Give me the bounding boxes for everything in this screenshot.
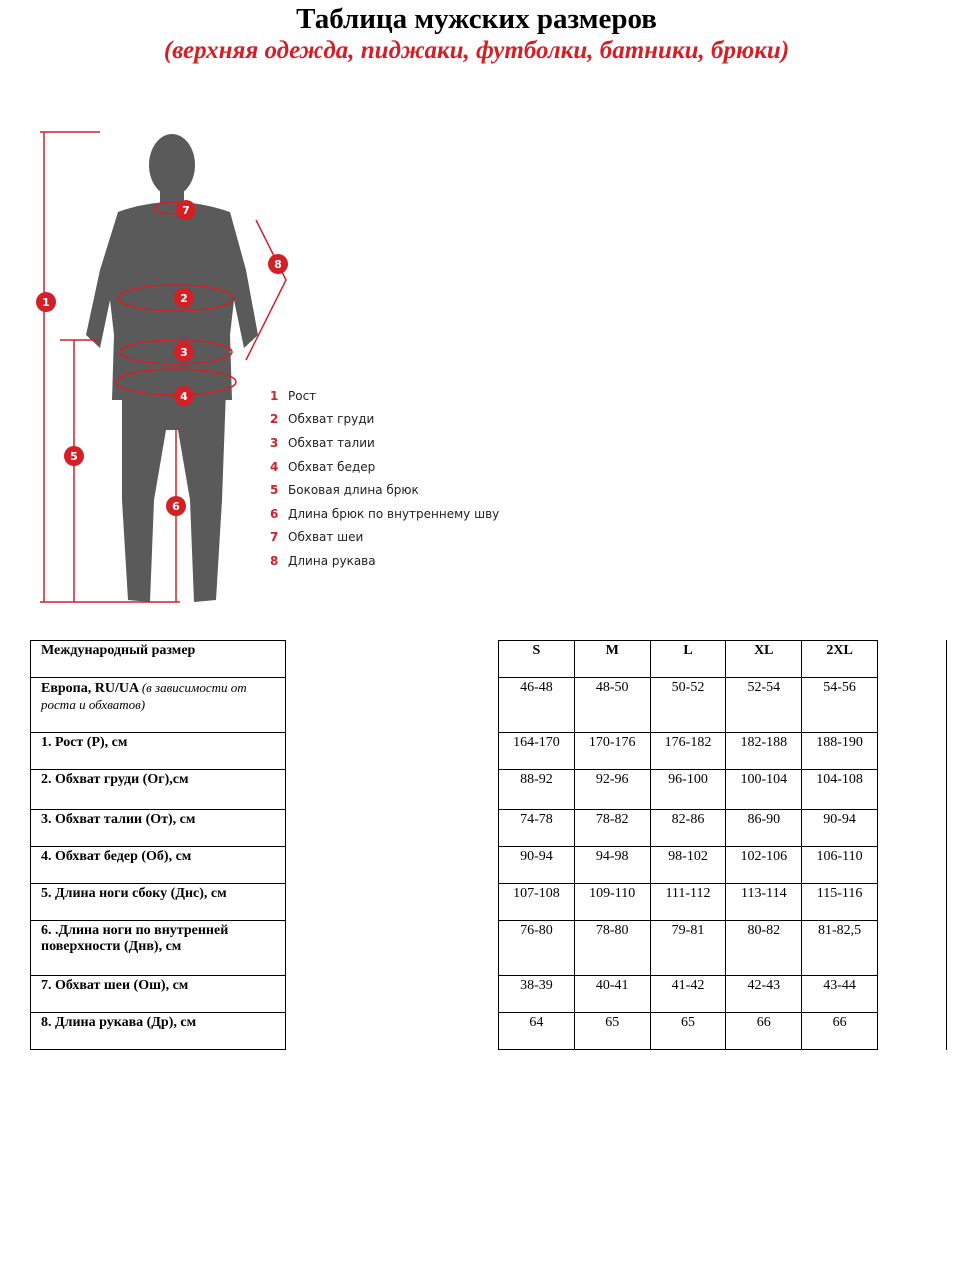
- table-cell: 54-56: [802, 678, 878, 733]
- table-row: [499, 733, 878, 770]
- table-row: [499, 921, 878, 976]
- table-row: [499, 884, 878, 921]
- marker-7: [176, 200, 196, 220]
- svg-text:2: 2: [180, 292, 188, 305]
- legend-item: 6 Длина брюк по внутреннему шву: [270, 506, 500, 521]
- table-row: [499, 810, 878, 847]
- row-label: 6. .Длина ноги по внутренней поверхности (Днв), см: [31, 921, 286, 976]
- table-cell: 107-108: [499, 884, 575, 921]
- marker-1: [36, 292, 56, 312]
- svg-text:4: 4: [180, 390, 188, 403]
- table-cell: 64: [499, 1013, 575, 1050]
- table-cell: 48-50: [574, 678, 650, 733]
- table-cell: 90-94: [802, 810, 878, 847]
- size-header: 2XL: [802, 641, 878, 678]
- table-cell: 182-188: [726, 733, 802, 770]
- table-cell: 104-108: [802, 770, 878, 810]
- table-cell: 79-81: [650, 921, 726, 976]
- size-header: M: [574, 641, 650, 678]
- size-header: S: [499, 641, 575, 678]
- table-row: [31, 884, 286, 921]
- table-row: [499, 847, 878, 884]
- legend-item: 5 Боковая длина брюк: [270, 483, 419, 498]
- table-cell: 98-102: [650, 847, 726, 884]
- row-label: 1. Рост (Р), см: [31, 733, 286, 770]
- legend-item: 1 Рост: [270, 388, 317, 403]
- table-cell: 164-170: [499, 733, 575, 770]
- table-cell: 52-54: [726, 678, 802, 733]
- table-cell: 78-80: [574, 921, 650, 976]
- svg-text:5: 5: [70, 450, 78, 463]
- marker-4: [174, 386, 194, 406]
- marker-8: [268, 254, 288, 274]
- table-cell: 78-82: [574, 810, 650, 847]
- man-silhouette: [86, 134, 258, 602]
- table-cell: 100-104: [726, 770, 802, 810]
- marker-2: [174, 288, 194, 308]
- table-cell: 81-82,5: [802, 921, 878, 976]
- row-label: 4. Обхват бедер (Об), см: [31, 847, 286, 884]
- table-cell: 86-90: [726, 810, 802, 847]
- table-cell: 46-48: [499, 678, 575, 733]
- row-label: 5. Длина ноги сбоку (Днс), см: [31, 884, 286, 921]
- size-header: XL: [726, 641, 802, 678]
- table-cell: 38-39: [499, 976, 575, 1013]
- measurement-legend: [270, 384, 499, 573]
- table-cell: 65: [650, 1013, 726, 1050]
- table-cell: 109-110: [574, 884, 650, 921]
- table-cell: 90-94: [499, 847, 575, 884]
- table-cell: 41-42: [650, 976, 726, 1013]
- body-measurement-figure: [30, 120, 300, 620]
- table-cell: 113-114: [726, 884, 802, 921]
- table-row: [31, 641, 286, 678]
- table-cell: 111-112: [650, 884, 726, 921]
- table-cell: 66: [802, 1013, 878, 1050]
- table-row: [499, 1013, 878, 1050]
- table-cell: 170-176: [574, 733, 650, 770]
- table-row: [31, 847, 286, 884]
- right-border-line: [946, 640, 947, 1050]
- table-row: [31, 770, 286, 810]
- page-subtitle: (верхняя одежда, пиджаки, футболки, батники, брюки): [163, 37, 790, 64]
- legend-item: 3 Обхват талии: [270, 435, 375, 450]
- marker-5: [64, 446, 84, 466]
- table-cell: 42-43: [726, 976, 802, 1013]
- table-cell: 176-182: [650, 733, 726, 770]
- svg-text:3: 3: [180, 346, 188, 359]
- legend-item: 7 Обхват шеи: [270, 530, 364, 545]
- size-values-table: [498, 640, 878, 1050]
- table-row: [31, 810, 286, 847]
- table-cell: 80-82: [726, 921, 802, 976]
- table-cell: 74-78: [499, 810, 575, 847]
- table-row: [31, 678, 286, 733]
- table-cell: 92-96: [574, 770, 650, 810]
- size-header: L: [650, 641, 726, 678]
- table-row: [499, 976, 878, 1013]
- row-label: 3. Обхват талии (От), см: [31, 810, 286, 847]
- page-title: Таблица мужских размеров: [296, 3, 657, 35]
- row-label: Европа, RU/UA: [41, 681, 139, 696]
- table-cell: 43-44: [802, 976, 878, 1013]
- legend-item: 2 Обхват груди: [270, 412, 375, 427]
- svg-text:1: 1: [42, 296, 50, 309]
- row-sublabel: (в зависимости от роста и обхватов): [41, 680, 247, 712]
- table-row: [31, 1013, 286, 1050]
- row-label: 7. Обхват шеи (Ош), см: [31, 976, 286, 1013]
- svg-text:6: 6: [172, 500, 180, 513]
- table-row: [499, 678, 878, 733]
- marker-3: [174, 342, 194, 362]
- table-row: [31, 921, 286, 976]
- table-row: [499, 641, 878, 678]
- table-cell: 76-80: [499, 921, 575, 976]
- table-row: [31, 976, 286, 1013]
- table-cell: 188-190: [802, 733, 878, 770]
- row-label: 8. Длина рукава (Др), см: [31, 1013, 286, 1050]
- table-cell: 82-86: [650, 810, 726, 847]
- table-cell: 106-110: [802, 847, 878, 884]
- svg-text:7: 7: [182, 204, 190, 217]
- table-cell: 65: [574, 1013, 650, 1050]
- header-label: Международный размер: [31, 641, 286, 678]
- table-cell: 102-106: [726, 847, 802, 884]
- size-labels-table: [30, 640, 286, 1050]
- table-row: [499, 770, 878, 810]
- table-cell: 88-92: [499, 770, 575, 810]
- marker-6: [166, 496, 186, 516]
- row-label: 2. Обхват груди (Ог),см: [31, 770, 286, 810]
- table-cell: 94-98: [574, 847, 650, 884]
- legend-item: 4 Обхват бедер: [270, 459, 376, 474]
- legend-item: 8 Длина рукава: [270, 553, 376, 568]
- svg-text:8: 8: [274, 258, 282, 271]
- table-cell: 96-100: [650, 770, 726, 810]
- table-cell: 66: [726, 1013, 802, 1050]
- table-cell: 115-116: [802, 884, 878, 921]
- table-cell: 50-52: [650, 678, 726, 733]
- table-cell: 40-41: [574, 976, 650, 1013]
- table-row: [31, 733, 286, 770]
